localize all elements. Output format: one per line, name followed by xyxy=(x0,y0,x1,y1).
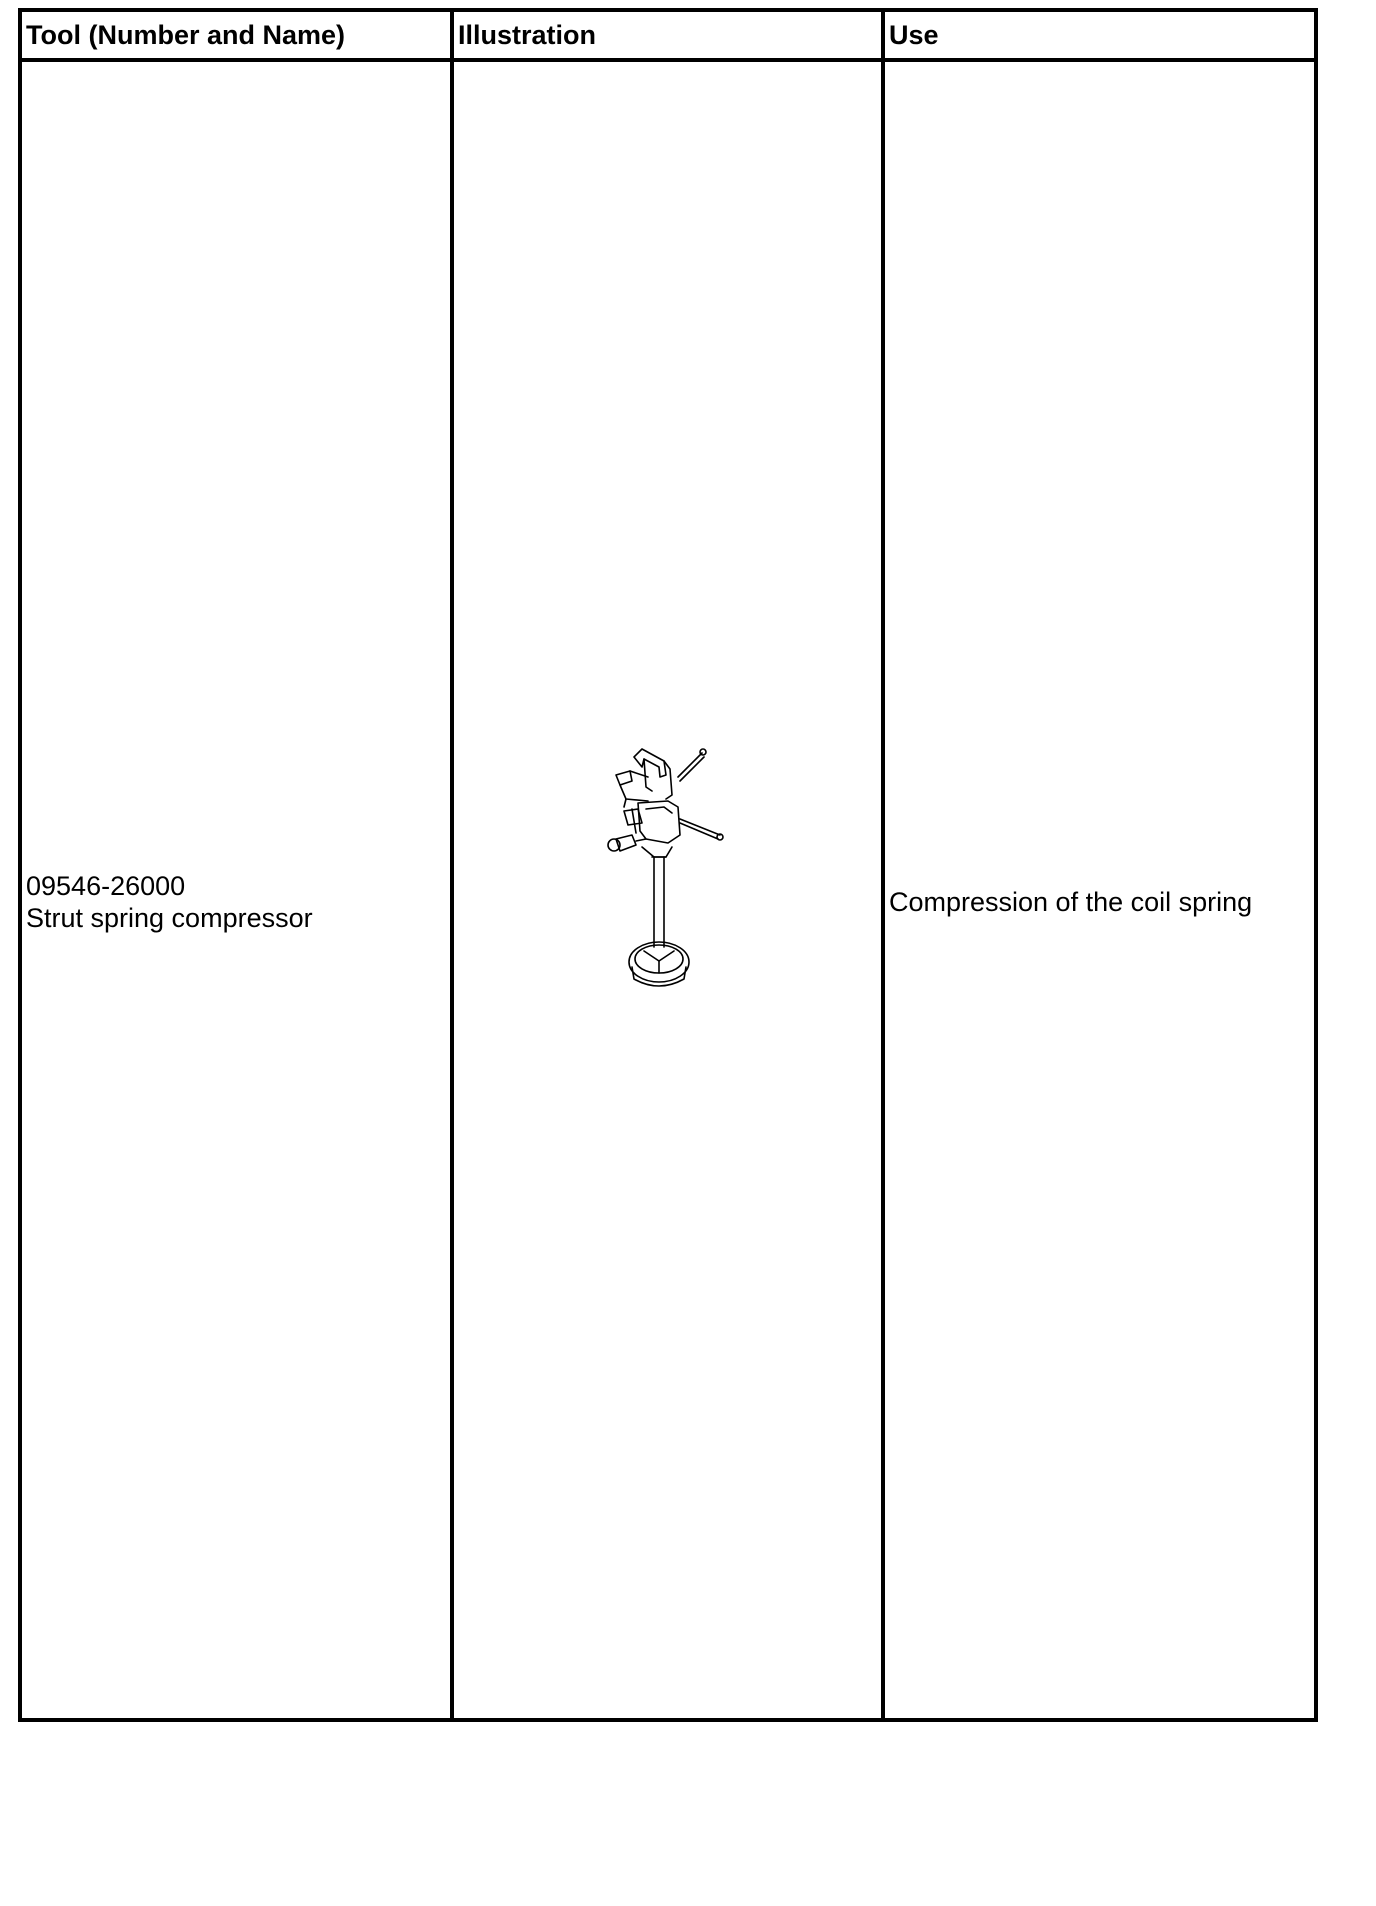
header-illustration: Illustration xyxy=(458,20,597,50)
table-cell-use xyxy=(885,62,1318,1718)
header-use: Use xyxy=(889,20,939,50)
strut-spring-compressor-illustration xyxy=(602,747,742,992)
tool-info xyxy=(26,870,313,934)
table-cell-tool xyxy=(22,62,450,1718)
header-tool: Tool (Number and Name) xyxy=(26,20,346,50)
special-tools-table xyxy=(18,8,1318,1722)
tool-number: 09546-26000 xyxy=(26,871,186,901)
tool-use: Compression of the coil spring xyxy=(889,887,1253,917)
table-header-row xyxy=(22,12,1314,62)
table-cell-illustration xyxy=(454,62,881,1718)
tool-name: Strut spring compressor xyxy=(26,903,313,933)
